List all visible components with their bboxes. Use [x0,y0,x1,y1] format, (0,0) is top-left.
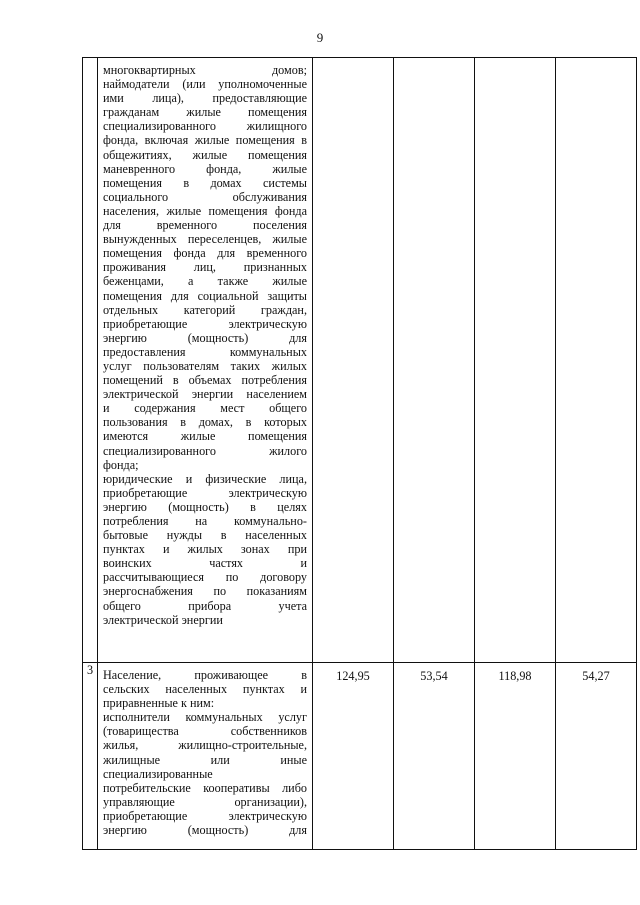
table-row [83,58,637,663]
value-cell [475,663,556,850]
table-row [83,663,637,850]
description-line: помещения для социальной защиты [103,288,307,303]
description-line: беженцами, а также жилые [103,274,307,289]
description-line: Население, проживающее в [103,668,307,682]
description-line: ими лица), предоставляющие [103,91,307,106]
description-line: приравненные к ним: [103,696,215,711]
value-cell [394,58,475,663]
value-text: 118,98 [498,669,532,683]
description-line: сельских населенных пунктах и [103,682,307,697]
description-line: социального обслуживания [103,189,307,204]
description-line: управляющие организации), [103,794,307,809]
description-line: отдельных категорий граждан, [103,302,307,317]
description-line: помещения фонда для временного [103,246,307,261]
description-line: потребительские кооперативы либо [103,780,307,795]
tariff-table [82,57,637,850]
row-description [98,58,313,663]
description-line: специализированного жилищного [103,119,307,134]
page-number: 9 [316,30,324,45]
description-line: фонда; [103,457,139,472]
description-line: приобретающие электрическую [103,316,307,331]
value-cell [556,58,637,663]
description-line: наймодатели (или уполномоченные [103,77,307,92]
description-line: помещений в объемах потребления [103,373,307,388]
description-line: рассчитывающиеся по договору [103,570,307,585]
description-line: юридические и физические лица, [103,471,307,486]
description-line: предоставления коммунальных [103,344,307,359]
description-lines [98,663,312,837]
description-line: исполнители коммунальных услуг [103,710,307,725]
description-line: многоквартирных домов; [103,63,307,77]
value-text: 53,54 [420,669,448,683]
description-line: услуг пользователям таких жилых [103,358,307,373]
description-line: жилищные или иные [103,752,307,767]
description-line: энергию (мощность) для [103,823,307,838]
description-line: приобретающие электрическую [103,808,307,823]
description-line: бытовые нужды в населенных [103,528,307,543]
row-index [83,58,98,663]
value-cell [394,663,475,850]
value-text: 124,95 [336,669,370,683]
description-line: имеются жилые помещения [103,429,307,444]
value-cell [313,58,394,663]
description-line: маневренного фонда, жилые [103,161,307,176]
description-line: общего прибора учета [103,598,307,613]
value-cell [313,663,394,850]
description-line: для временного поселения [103,218,307,233]
description-line: вынужденных переселенцев, жилые [103,232,307,247]
value-cell [475,58,556,663]
description-line: энергию (мощность) для [103,330,307,345]
description-line: приобретающие электрическую [103,485,307,500]
description-line: пользования в домах, в которых [103,415,307,430]
description-line: энергоснабжения по показаниям [103,584,307,599]
description-line: энергию (мощность) в целях [103,499,307,514]
row-description [98,663,313,850]
description-line: гражданам жилые помещения [103,105,307,120]
description-line: фонда, включая жилые помещения в [103,133,307,148]
description-line: общежитиях, жилые помещения [103,147,307,162]
description-line: жилья, жилищно-строительные, [103,738,307,753]
description-line: и содержания мест общего [103,401,307,416]
value-cell [556,663,637,850]
description-line: воинских частях и [103,556,307,571]
row-index: 3 [83,663,98,850]
description-line: электрической энергии населением [103,387,307,402]
description-line: электрической энергии [103,612,223,627]
description-line: потребления на коммунально- [103,514,307,528]
description-line: помещения в домах системы [103,175,307,190]
description-line: (товарищества собственников [103,724,307,739]
description-line: специализированного жилого [103,443,307,458]
description-lines [98,58,312,627]
description-line: проживания лиц, признанных [103,260,307,275]
value-text: 54,27 [582,669,610,683]
description-line: населения, жилые помещения фонда [103,203,307,218]
description-line: специализированные [103,766,213,781]
description-line: пунктах и жилых зонах при [103,542,307,557]
